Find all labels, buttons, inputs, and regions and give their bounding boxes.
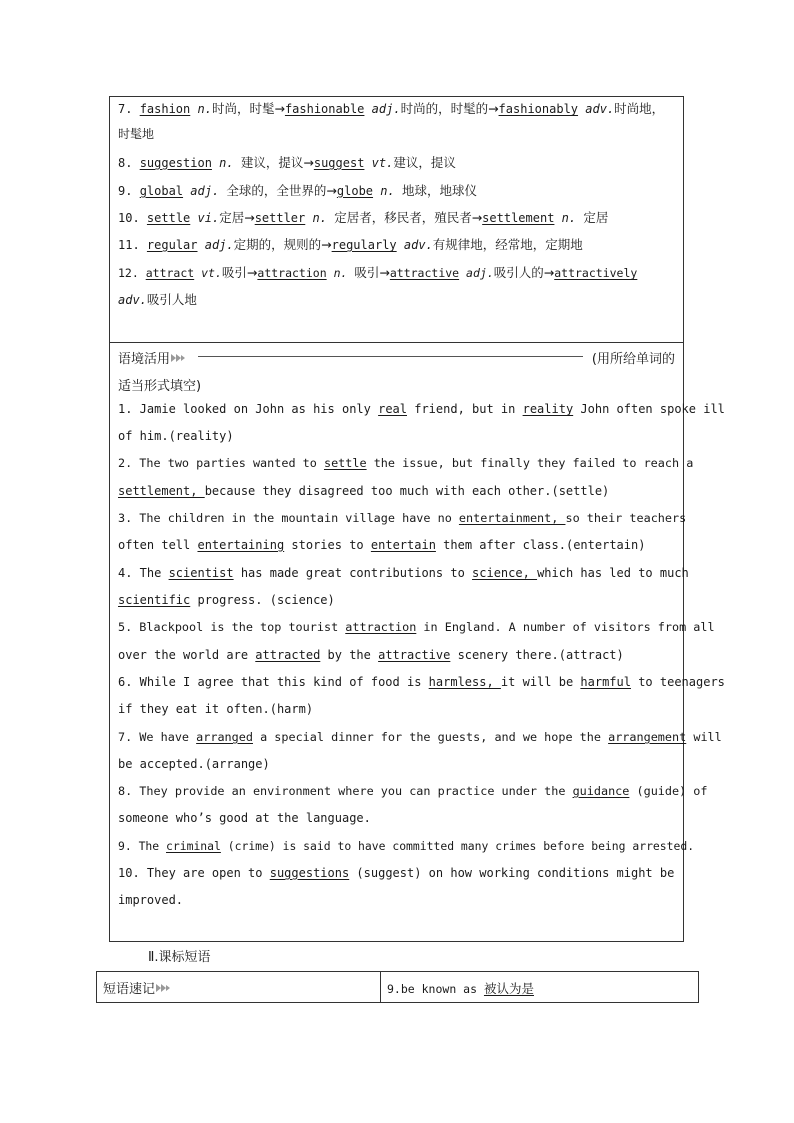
exercise-2-cont: settlement, because they disagreed too much with each other.(settle) <box>118 484 610 498</box>
vocab-item-9: 9. global adj. 全球的，全世界的→globe n. 地球，地球仪 <box>118 183 477 198</box>
vocab-item-12: 12. attract vt.吸引→attraction n. 吸引→attractive adj.吸引人的→attractively <box>118 265 638 280</box>
exercise-5-cont: over the world are attracted by the attractive scenery there.(attract) <box>118 648 624 662</box>
exercise-10: 10. They are open to suggestions (suggest) on how working conditions might be <box>118 866 675 880</box>
exercise-7-cont: be accepted.(arrange) <box>118 757 270 771</box>
exercise-7: 7. We have arranged a special dinner for the guests, and we hope the arrangement will <box>118 730 722 744</box>
exercise-8-cont: someone who’s good at the language. <box>118 811 371 825</box>
phrase-table <box>96 971 699 1003</box>
exercise-8: 8. They provide an environment where you can practice under the guidance (guide) of <box>118 784 708 798</box>
vocab-item-8: 8. suggestion n. 建议，提议→suggest vt.建议，提议 <box>118 155 456 170</box>
double-arrow-icon <box>155 982 171 994</box>
exercise-10-cont: improved. <box>118 893 184 907</box>
dash-line <box>198 356 583 357</box>
exercise-3-cont: often tell entertaining stories to entertain them after class.(entertain) <box>118 538 646 552</box>
vocab-item-11: 11. regular adj.定期的，规则的→regularly adv.有规律地，经常地，定期地 <box>118 237 583 252</box>
vocab-item-10: 10. settle vi.定居→settler n. 定居者，移民者，殖民者→settlement n. 定居 <box>118 210 609 225</box>
vocab-item-7-cont: 时髦地 <box>118 127 155 141</box>
exercise-9: 9. The criminal (crime) is said to have committed many crimes before being arrested. <box>118 839 695 853</box>
instruction-note-cont: 适当形式填空) <box>118 379 202 394</box>
exercise-4: 4. The scientist has made great contributions to science, which has led to much <box>118 566 689 580</box>
instruction-note: (用所给单词的 <box>591 352 675 367</box>
section-divider <box>110 342 683 343</box>
exercise-1-cont: of him.(reality) <box>118 429 234 443</box>
exercise-5: 5. Blackpool is the top tourist attraction in England. A number of visitors from all <box>118 620 715 634</box>
exercise-4-cont: scientific progress. (science) <box>118 593 335 607</box>
vocab-item-7: 7. fashion n.时尚，时髦→fashionable adj.时尚的，时髦的→fashionably adv.时尚地， <box>118 101 665 116</box>
table-divider <box>380 972 381 1002</box>
exercise-6-cont: if they eat it often.(harm) <box>118 702 314 716</box>
exercise-box <box>109 96 725 942</box>
vocab-item-12-cont: adv.吸引人地 <box>118 292 197 307</box>
phrase-table-label: 短语速记 <box>103 978 171 997</box>
exercise-6: 6. While I agree that this kind of food is harmless, it will be harmful to teenagers <box>118 675 725 689</box>
double-arrow-icon <box>170 352 186 364</box>
section-2-title: Ⅱ.课标短语 <box>148 950 211 965</box>
section-header <box>118 348 675 394</box>
exercise-3: 3. The children in the mountain village have no entertainment, so their teachers <box>118 511 687 525</box>
section-label: 语境活用 <box>118 352 171 367</box>
exercise-1: 1. Jamie looked on John as his only real friend, but in reality John often spoke ill <box>118 402 725 416</box>
phrase-item-9: 9.be known as 被认为是 <box>387 981 534 996</box>
exercise-2: 2. The two parties wanted to settle the issue, but finally they failed to reach a <box>118 456 694 470</box>
